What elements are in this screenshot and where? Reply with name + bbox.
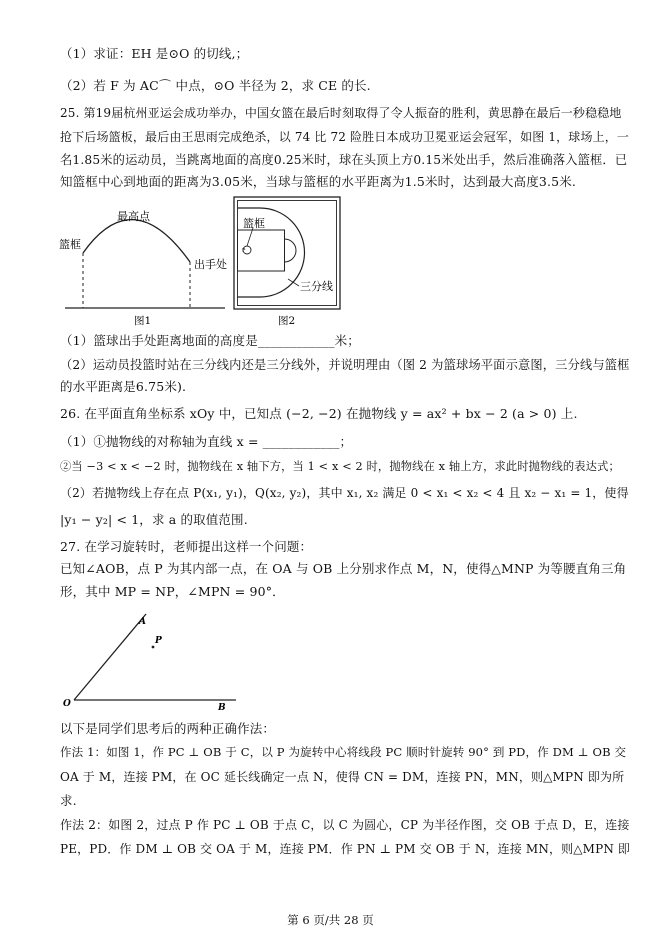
- q25-text-line: 名1.85米的运动员，当跳离地面的高度0.25米时，球在头顶上方0.15米处出手，然后准确落入篮框．已: [60, 153, 628, 167]
- ray-oa: [74, 614, 146, 700]
- q26-part1-a: （1）①抛物线的对称轴为直线 x = ____________；: [60, 434, 353, 449]
- label-o: O: [63, 699, 71, 709]
- q27-text-line: 形，其中 MP = NP，∠MPN = 90°．: [60, 584, 285, 599]
- q25-part2-cont: 的水平距离是6.75米).: [60, 379, 187, 394]
- q26-part2: （2）若抛物线上存在点 P(x₁, y₁)，Q(x₂, y₂)，其中 x₁, x₂ 满足 0 < x₁ < x₂ < 4 且 x₂ − x₁ = 1，使得: [60, 486, 629, 500]
- q27-method1-cont: OA 于 M，连接 PM，在 OC 延长线确定一点 N，使得 CN = DM，连接 PN，MN，则△MPN 即为所: [60, 770, 625, 784]
- q25-text-line: 25. 第19届杭州亚运会成功举办，中国女篮在最后时刻取得了令人振奋的胜利，黄思静在最后一秒稳稳地: [60, 106, 622, 120]
- q27-stem: 27. 在学习旋转时，老师提出这样一个问题：: [60, 539, 313, 554]
- q27-method2-cont: PE，PD．作 DM ⊥ OB 交 OA 于 M，连接 PM．作 PN ⊥ PM 交 OB 于 N，连接 MN，则△MPN 即: [60, 842, 631, 856]
- label-hoop: 篮框: [59, 238, 81, 251]
- figure-1-caption: 图1: [134, 315, 152, 327]
- label-p: P: [155, 636, 162, 646]
- hoop-pointer: [247, 228, 253, 246]
- q27-method1: 作法 1：如图 1，作 PC ⊥ OB 于 C，以 P 为旋转中心将线段 PC 顺时针旋转 90° 到 PD，作 DM ⊥ OB 交: [60, 745, 627, 759]
- figure-2-caption: 图2: [278, 315, 296, 327]
- label-hoop: 篮框: [243, 217, 265, 230]
- figure-1-trajectory: [55, 196, 235, 332]
- label-release: 出手处: [194, 258, 227, 271]
- page-footer: 第 6 页/共 28 页: [287, 913, 374, 927]
- q25-part2: （2）运动员投篮时站在三分线内还是三分线外，并说明理由（图 2 为篮球场平面示意图，三分线与篮框: [60, 358, 630, 372]
- label-b: B: [218, 703, 226, 713]
- label-highest-point: 最高点: [117, 210, 150, 223]
- point-p-dot: [152, 646, 155, 649]
- q26-part1-b: ②当 −3 < x < −2 时，抛物线在 x 轴下方，当 1 < x < 2 时，抛物线在 x 轴上方，求此时抛物线的表达式；: [60, 460, 620, 473]
- q26-stem: 26. 在平面直角坐标系 xOy 中，已知点 (−2, −2) 在抛物线 y = ax² + bx − 2 (a > 0) 上.: [60, 406, 578, 421]
- q24-part1: （1）求证：EH 是⊙O 的切线,；: [60, 46, 249, 61]
- free-throw-semicircle: [285, 239, 296, 262]
- q24-part2: （2）若 F 为 AC⌒ 中点，⊙O 半径为 2，求 CE 的长.: [60, 78, 371, 93]
- trajectory-curve: [83, 220, 190, 262]
- q27-text-line: 已知∠AOB，点 P 为其内部一点，在 OA 与 OB 上分别求作点 M，N，使得△MNP 为等腰直角三角: [60, 561, 627, 576]
- q27-methods-intro: 以下是同学们思考后的两种正确作法：: [60, 721, 276, 736]
- q25-text-line: 知篮框中心到地面的距离为3.05米，当球与篮框的水平距离为1.5米时，达到最大高度3.5米.: [60, 174, 576, 189]
- label-a: A: [139, 617, 146, 627]
- q27-method2: 作法 2：如图 2，过点 P 作 PC ⊥ OB 于点 C，以 C 为圆心，CP 为半径作图，交 OB 于点 D，E，连接: [60, 818, 630, 832]
- q26-part2-cont: |y₁ − y₂| < 1，求 a 的取值范围.: [60, 512, 248, 527]
- q27-method1-end: 求.: [60, 793, 77, 808]
- q25-part1: （1）篮球出手处距离地面的高度是____________米；: [60, 333, 360, 348]
- figure-angle-aob: [58, 604, 258, 716]
- figure-2-court: [230, 196, 345, 332]
- label-three-point-line: 三分线: [300, 280, 333, 293]
- q25-text-line: 抢下后场篮板，最后由王思雨完成绝杀，以 74 比 72 险胜日本成功卫冕亚运会冠军，如图 1，球场上，一: [60, 130, 630, 144]
- hoop-point-label: P: [242, 247, 246, 254]
